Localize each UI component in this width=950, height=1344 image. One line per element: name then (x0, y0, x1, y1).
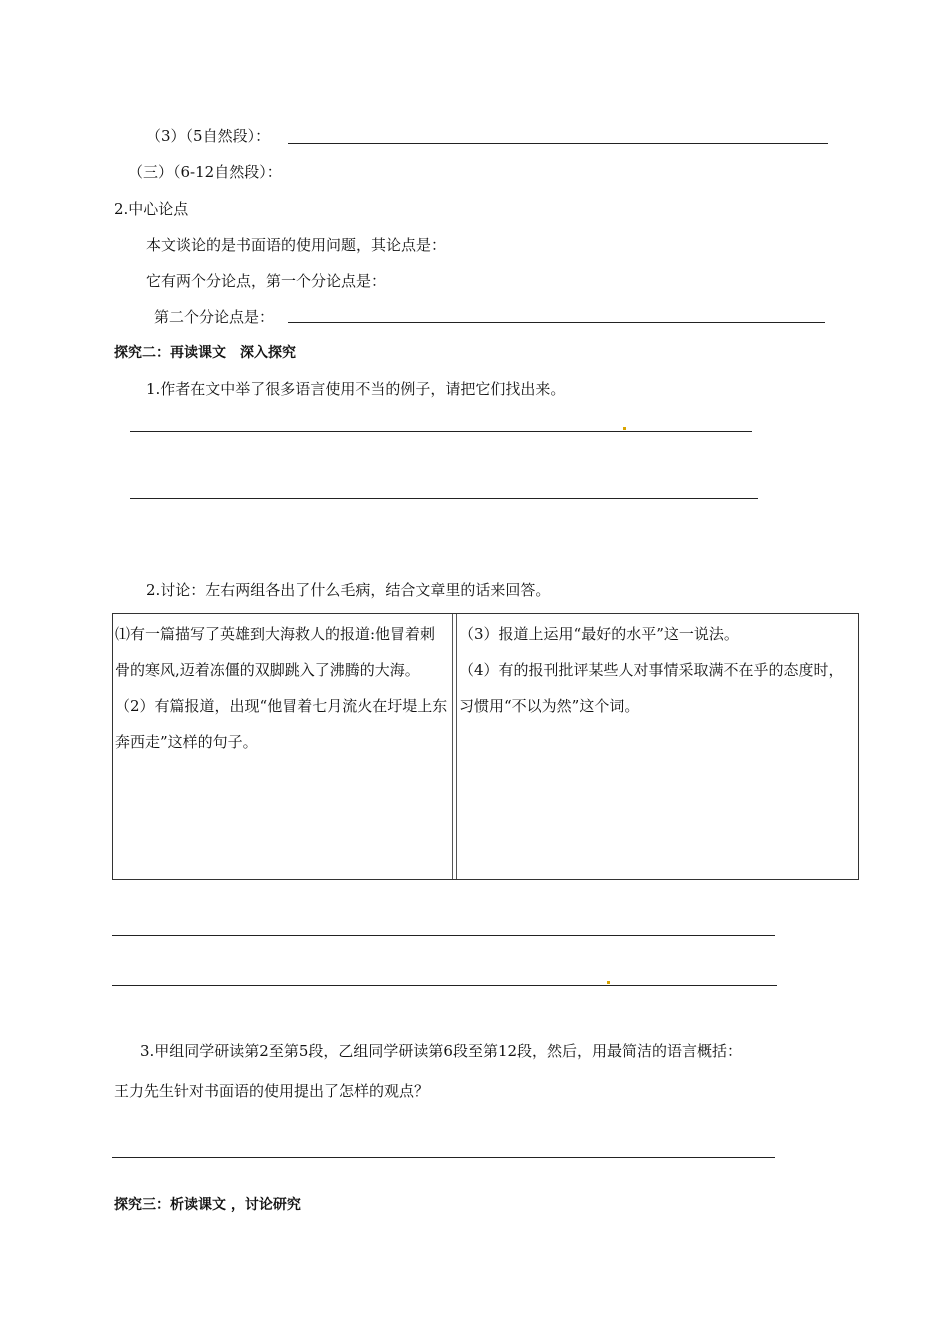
example-1: ⑴有一篇描写了英雄到大海救人的报道:他冒着刺骨的寒风,迈着冻僵的双脚跳入了沸腾的大海。 (115, 625, 436, 679)
outline-section-3: （三）（6-12自然段）： (128, 163, 282, 181)
answer-line (130, 431, 752, 432)
answer-line (112, 985, 777, 986)
question-2: 2.讨论：左右两组各出了什么毛病，结合文章里的话来回答。 (146, 581, 551, 599)
explore3-title: 探究三：析读课文 ，讨论研究 (114, 1197, 301, 1213)
answer-line (288, 322, 825, 323)
table-cell-left (113, 614, 453, 879)
outline-item-3: （3）（5自然段）： (146, 127, 271, 145)
explore2-title: 探究二：再读课文 深入探究 (114, 345, 296, 361)
question-1: 1.作者在文中举了很多语言使用不当的例子，请把它们找出来。 (146, 380, 566, 398)
example-2: （2）有篇报道，出现“他冒着七月流火在圩堤上东奔西走”这样的句子。 (115, 697, 448, 751)
discussion-table (112, 613, 859, 880)
answer-line (112, 1157, 775, 1158)
answer-line (130, 498, 758, 499)
table-cell-right (456, 614, 858, 879)
answer-line (288, 143, 828, 144)
thesis-prompt: 本文谈论的是书面语的使用问题，其论点是： (146, 236, 447, 254)
question-3-line-2: 王力先生针对书面语的使用提出了怎样的观点？ (114, 1082, 430, 1100)
central-thesis-heading: 2.中心论点 (114, 200, 189, 218)
question-3-line-1: 3.甲组同学研读第2至第5段，乙组同学研读第6段至第12段，然后，用最简洁的语言概括： (140, 1042, 743, 1060)
example-4: （4）有的报刊批评某些人对事情采取满不在乎的态度时，习惯用“不以为然”这个词。 (459, 661, 844, 715)
example-3: （3）报道上运用“最好的水平”这一说法。 (459, 625, 739, 643)
stray-mark (607, 981, 610, 984)
stray-mark (623, 427, 626, 430)
sub-points-prompt: 它有两个分论点，第一个分论点是： (146, 272, 387, 290)
second-point-prompt: 第二个分论点是： (154, 308, 275, 326)
answer-line (112, 935, 775, 936)
